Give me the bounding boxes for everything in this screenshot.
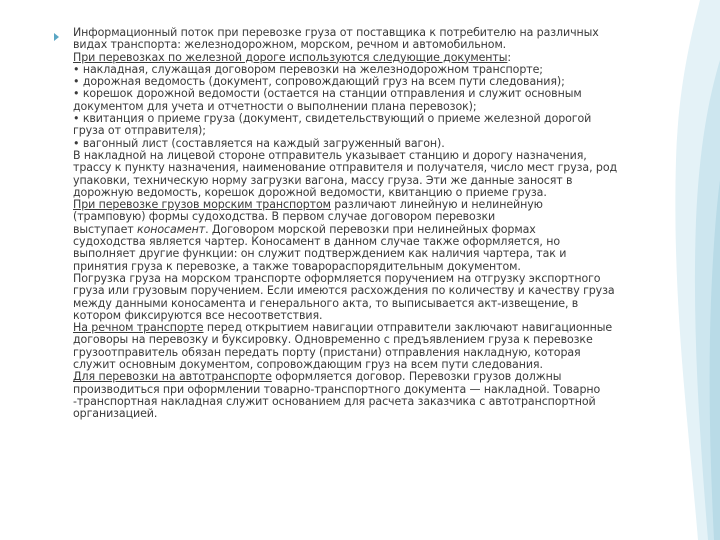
text-segment: выполняет другие функции: он служит подтверждением как наличия чартера, так и — [73, 247, 567, 261]
triangle-bullet-icon — [54, 33, 59, 41]
text-segment: Информационный поток при перевозке груза от поставщика к потребителю на различных — [73, 26, 599, 39]
text-segment: дорожную ведомость, корешок дорожной ведомости, квитанцию о приеме груза. — [73, 185, 547, 199]
text-segment: документом для учета и отчетности о выполнении плана перевозок); — [73, 99, 477, 113]
section-heading: При перевозках по железной дороге используются следующие документы — [73, 50, 508, 64]
text-line — [73, 408, 673, 420]
text-segment: • дорожная ведомость (документ, сопровождающий груз на всем пути следования); — [73, 75, 565, 89]
text-segment: видах транспорта: железнодорожном, морском, речном и автомобильном. — [73, 38, 507, 52]
text-segment: производиться при оформлении товарно-транспортного документа — накладной. Товарно — [73, 382, 601, 396]
text-segment: выступает — [73, 222, 138, 236]
text-segment: котором фиксируются все несоответствия. — [73, 308, 323, 322]
text-segment: трассу к пункту назначения, наименование отправителя и получателя, число мест груза, род — [73, 161, 618, 175]
text-segment: • корешок дорожной ведомости (остается на станции отправления и служит основным — [73, 87, 582, 101]
text-segment: грузоотправитель обязан передать порту (пристани) отправления накладную, которая — [73, 345, 581, 359]
text-segment: между данными коносамента и генерального акта, то выписывается акт-извещение, в — [73, 296, 579, 310]
slide-body-text — [73, 27, 673, 421]
section-heading: При перевозке грузов морским транспортом — [73, 198, 331, 212]
text-segment: принятия груза к перевозке, а также товарораспорядительным документом. — [73, 259, 521, 273]
text-segment: судоходства является чартер. Коносамент в данном случае также оформляется, но — [73, 235, 561, 249]
text-segment: : — [507, 50, 512, 64]
text-segment: организацией. — [73, 407, 158, 421]
text-line — [73, 396, 673, 408]
section-heading: Для перевозки на автотранспорте — [73, 370, 272, 384]
text-segment: -транспортная накладная служит основанием для расчета заказчика с автотранспортной — [73, 394, 596, 408]
text-segment: груза от отправителя); — [73, 124, 206, 138]
text-segment: служит основным документом, сопровождающим груз на всем пути следования. — [73, 358, 543, 372]
text-segment: В накладной на лицевой стороне отправитель указывает станцию и дорогу назначения, — [73, 148, 587, 162]
text-segment: договоры на перевозку и буксировку. Одновременно с предъявлением груза к перевозке — [73, 333, 593, 347]
text-segment: перед открытием навигации отправители заключают навигационные — [203, 321, 613, 335]
text-segment: (трамповую) формы судоходства. В первом случае договором перевозки — [73, 210, 496, 224]
text-segment: упаковки, техническую норму загрузки вагона, массу груза. Эти же данные заносят в — [73, 173, 573, 187]
text-segment: • накладная, служащая договором перевозки на железнодорожном транспорте; — [73, 62, 543, 76]
section-heading: На речном транспорте — [73, 321, 204, 335]
text-segment: • квитанция о приеме груза (документ, свидетельствующий о приеме железной дорогой — [73, 112, 592, 126]
text-segment: оформляется договор. Перевозки грузов должны — [271, 370, 562, 384]
text-segment: • вагонный лист (составляется на каждый загруженный вагон). — [73, 136, 445, 150]
text-segment: груза или грузовым поручением. Если имеются расхождения по количеству и качеству груза — [73, 284, 615, 298]
text-segment: различают линейную и нелинейную — [330, 198, 543, 212]
term-italic: коносамент — [137, 222, 206, 236]
text-segment: . Договором морской перевозки при нелинейных формах — [205, 222, 536, 236]
text-segment: Погрузка груза на морском транспорте оформляется поручением на отгрузку экспортного — [73, 271, 601, 285]
